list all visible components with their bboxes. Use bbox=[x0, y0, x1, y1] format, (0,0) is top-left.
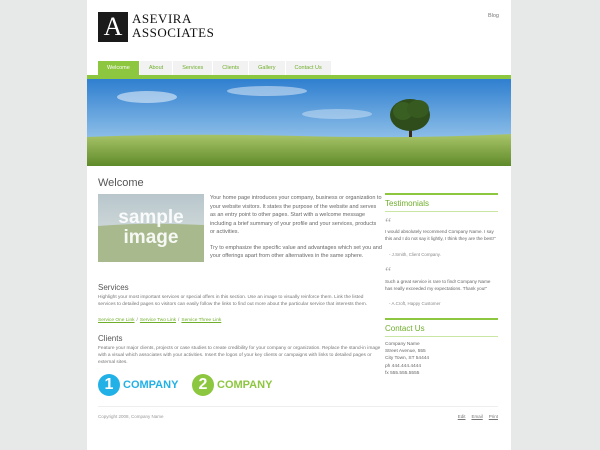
welcome-paragraph-1: Your home page introduces your company, business or organization to your website visitors. It states the purpose of the website and serves as an entry point to other pages. Start with a welcome message including a brief summary of your profile and your services, products or activities. bbox=[210, 195, 382, 235]
contact-divider bbox=[385, 336, 498, 337]
copyright: Copyright 2008, Company Name bbox=[98, 414, 164, 419]
footer-divider bbox=[98, 406, 498, 407]
services-links bbox=[98, 318, 221, 323]
services-text: Highlight your most important services or special offers in this section. Use an image to visually reinforce them. Link the listed services to detailed pages so visitors can easily follow the links to find out more about the particular service that interests them. bbox=[98, 295, 368, 307]
sample-image-word-1: sample bbox=[118, 207, 184, 228]
nav-item-about[interactable]: About bbox=[140, 61, 172, 75]
contact-top-bar bbox=[385, 318, 498, 320]
client-2-number: 2 bbox=[192, 374, 214, 396]
footer-email-link[interactable]: Email bbox=[471, 414, 483, 419]
link-separator: / bbox=[178, 318, 180, 323]
clients-text: Feature your major clients, projects or case studies to create credibility for your company or organization. Replace the stand-in image with a visual which associates with your activities. Insert the logos of your key clients or campaigns with links to detailed pages or external sites. bbox=[98, 346, 381, 365]
contact-fax: fx 555.555.5555 bbox=[385, 370, 420, 376]
logo-text bbox=[132, 12, 214, 40]
contact-phone: ph 444.444.4444 bbox=[385, 363, 422, 369]
logo-mark: A bbox=[98, 12, 128, 42]
footer-edit-link[interactable]: Edit bbox=[457, 414, 466, 419]
nav-item-welcome[interactable]: Welcome bbox=[98, 61, 139, 75]
hero-banner-image bbox=[87, 79, 511, 166]
link-separator: / bbox=[136, 318, 138, 323]
service-two-link[interactable]: Service Two Link bbox=[139, 318, 177, 323]
service-one-link[interactable]: Service One Link bbox=[98, 318, 135, 323]
sample-image-word-2: image bbox=[123, 227, 179, 248]
client-1-name: COMPANY bbox=[123, 379, 179, 391]
service-three-link[interactable]: Service Three Link bbox=[181, 318, 222, 323]
client-2-name: COMPANY bbox=[217, 379, 273, 391]
client-logo-1[interactable] bbox=[98, 373, 178, 397]
client-1-number: 1 bbox=[98, 374, 120, 396]
footer-print-link[interactable]: Print bbox=[488, 414, 498, 419]
testimonial-2-text: Such a great service is rare to find! Company Name has really exceeded my expectations. Thank you!" bbox=[385, 279, 491, 291]
main-nav bbox=[98, 61, 332, 75]
testimonials-top-bar bbox=[385, 193, 498, 195]
welcome-heading: Welcome bbox=[98, 177, 144, 189]
logo-line-1: ASEVIRA bbox=[132, 11, 192, 26]
nav-item-contact-us[interactable]: Contact Us bbox=[286, 61, 331, 75]
page-container bbox=[87, 0, 511, 450]
services-heading: Services bbox=[98, 283, 129, 292]
testimonials-heading: Testimonials bbox=[385, 199, 430, 208]
sample-image bbox=[98, 194, 204, 262]
company-logo[interactable] bbox=[98, 12, 213, 42]
welcome-intro bbox=[210, 194, 382, 268]
quote-icon: “ bbox=[385, 265, 392, 280]
clients-heading: Clients bbox=[98, 334, 123, 343]
quote-icon: “ bbox=[385, 216, 392, 231]
welcome-paragraph-2: Try to emphasize the specific value and advantages which set you and your offerings apart from other alternatives in the same sphere. bbox=[210, 244, 382, 259]
contact-company: Company Name bbox=[385, 342, 420, 347]
contact-city: City Town, ST 54444 bbox=[385, 356, 430, 362]
footer-links bbox=[458, 414, 498, 419]
nav-item-gallery[interactable]: Gallery bbox=[249, 61, 284, 75]
testimonial-2-cite: - A.Croft, Happy Customer bbox=[389, 301, 441, 306]
nav-item-clients[interactable]: Clients bbox=[213, 61, 248, 75]
contact-heading: Contact Us bbox=[385, 324, 425, 333]
testimonials-divider bbox=[385, 211, 498, 212]
contact-details bbox=[385, 341, 429, 377]
client-logo-2[interactable] bbox=[192, 373, 272, 397]
testimonial-1-cite: - J.Smith, Client Company. bbox=[389, 252, 441, 257]
logo-line-2: ASSOCIATES bbox=[132, 25, 215, 40]
hero-landscape bbox=[87, 79, 511, 166]
testimonial-1-text: I would absolutely recommend Company Name. I say this and I do not say it lightly, I think they are the best!" bbox=[385, 229, 496, 241]
contact-street: Street Avenue, 555 bbox=[385, 349, 426, 355]
sample-image-graphic bbox=[98, 194, 204, 262]
blog-link[interactable]: Blog bbox=[487, 13, 499, 19]
nav-item-services[interactable]: Services bbox=[173, 61, 212, 75]
